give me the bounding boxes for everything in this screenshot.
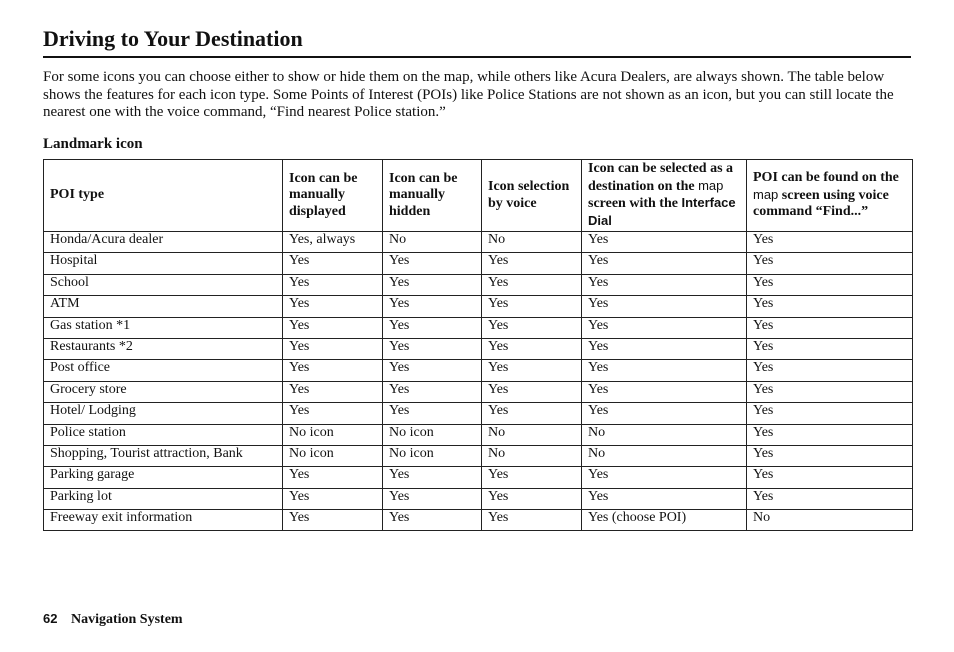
table-row [44, 274, 913, 295]
header-poi-type: POI type [44, 160, 283, 232]
table-cell: Yes [383, 296, 482, 317]
table-cell: Hospital [44, 253, 283, 274]
table-cell: Yes [747, 296, 913, 317]
table-cell: Yes [482, 381, 582, 402]
table-cell: Yes [383, 467, 482, 488]
table-cell: Yes [482, 317, 582, 338]
table-cell: Yes [582, 296, 747, 317]
table-cell: No [482, 424, 582, 445]
header-find-map: map [753, 186, 779, 202]
table-cell: No icon [383, 424, 482, 445]
table-cell: Yes [747, 467, 913, 488]
header-voice-selection: Icon selection by voice [482, 160, 582, 232]
table-cell: ATM [44, 296, 283, 317]
table-cell: Yes [383, 488, 482, 509]
table-cell: Yes (choose POI) [582, 510, 747, 531]
table-cell: Yes [283, 296, 383, 317]
table-body [44, 232, 913, 531]
table-cell: Yes [482, 253, 582, 274]
table-cell: Yes [283, 467, 383, 488]
header-manually-displayed: Icon can be manually displayed [283, 160, 383, 232]
table-cell: Yes [283, 274, 383, 295]
table-cell: Yes [482, 510, 582, 531]
table-cell: Yes [383, 253, 482, 274]
table-cell: Yes [582, 360, 747, 381]
table-cell: Yes [283, 317, 383, 338]
table-row [44, 381, 913, 402]
table-cell: Yes [582, 403, 747, 424]
table-row [44, 510, 913, 531]
table-cell: Yes [582, 467, 747, 488]
table-cell: Yes [747, 338, 913, 359]
table-row [44, 232, 913, 253]
table-cell: Yes [482, 403, 582, 424]
header-manually-hidden: Icon can be manually hidden [383, 160, 482, 232]
table-cell: Yes [283, 488, 383, 509]
header-destination-dial: Interface Dial [588, 195, 736, 228]
table-cell: Yes [482, 488, 582, 509]
table-cell: Yes [582, 338, 747, 359]
table-cell: Yes [283, 510, 383, 531]
table-cell: Yes [482, 274, 582, 295]
table-cell: Yes [747, 381, 913, 402]
table-cell: Yes [383, 317, 482, 338]
table-row [44, 253, 913, 274]
table-cell: Yes [383, 274, 482, 295]
header-find-text2: screen using voice command “Find...” [753, 187, 889, 220]
table-cell: Yes [582, 274, 747, 295]
table-cell: Yes [482, 338, 582, 359]
section-heading: Landmark icon [43, 136, 143, 152]
table-cell: Yes [747, 274, 913, 295]
table-cell: Yes [747, 253, 913, 274]
table-cell: Yes [582, 232, 747, 253]
table-cell: No [582, 424, 747, 445]
table-cell: Yes [747, 403, 913, 424]
table-cell: Yes [482, 467, 582, 488]
header-find-text1: POI can be found on the [753, 170, 899, 186]
table-cell: Yes [747, 317, 913, 338]
table-cell: Yes [747, 424, 913, 445]
table-cell: Yes [383, 510, 482, 531]
table-cell: Yes [582, 253, 747, 274]
table-cell: Shopping, Tourist attraction, Bank [44, 445, 283, 466]
table-cell: No [482, 232, 582, 253]
table-cell: Yes [383, 338, 482, 359]
header-destination-text1: Icon can be selected as a destination on the [588, 161, 734, 194]
footer-label: Navigation System [70, 612, 183, 627]
intro-paragraph: For some icons you can choose either to show or hide them on the map, while others like Acura Dealers, are always shown. The table below shows the features for each icon type. Some Points of Interest (POIs) like Police Stations are not shown as an icon, but you can still locate the nearest one with the voice command, “Find nearest Police station.” [43, 69, 894, 120]
table-row [44, 488, 913, 509]
header-destination-text2: screen with the [588, 196, 678, 211]
table-cell: Yes [383, 403, 482, 424]
table-cell: Yes [283, 253, 383, 274]
table-row [44, 317, 913, 338]
table-row [44, 296, 913, 317]
page-number: 62 [43, 611, 58, 626]
table-cell: Parking garage [44, 467, 283, 488]
table-cell: Hotel/ Lodging [44, 403, 283, 424]
table-cell: Gas station *1 [44, 317, 283, 338]
table-cell: School [44, 274, 283, 295]
header-destination-map: map [698, 177, 724, 193]
header-find [747, 160, 913, 232]
table-row [44, 467, 913, 488]
table-cell: Honda/Acura dealer [44, 232, 283, 253]
table-cell: Yes [283, 403, 383, 424]
table-header-row [44, 160, 913, 232]
table-cell: Yes [383, 381, 482, 402]
table-row [44, 338, 913, 359]
table-cell: No [383, 232, 482, 253]
table-cell: No icon [383, 445, 482, 466]
table-cell: Yes [383, 360, 482, 381]
table-cell: Yes, always [283, 232, 383, 253]
table-cell: Yes [747, 445, 913, 466]
table-row [44, 445, 913, 466]
table-cell: Freeway exit information [44, 510, 283, 531]
table-cell: Yes [283, 360, 383, 381]
table-row [44, 424, 913, 445]
table-cell: Parking lot [44, 488, 283, 509]
table-cell: Yes [482, 360, 582, 381]
table-cell: No [747, 510, 913, 531]
table-cell: Yes [747, 360, 913, 381]
page-footer [43, 611, 183, 628]
table-cell: Yes [283, 381, 383, 402]
header-destination [582, 160, 747, 232]
table-cell: Yes [283, 338, 383, 359]
landmark-icon-table [43, 159, 913, 531]
table-row [44, 403, 913, 424]
table-cell: No icon [283, 445, 383, 466]
table-cell: Yes [582, 381, 747, 402]
table-cell: Post office [44, 360, 283, 381]
table-row [44, 360, 913, 381]
table-cell: No [582, 445, 747, 466]
page-title: Driving to Your Destination [43, 26, 303, 51]
table-cell: Yes [747, 232, 913, 253]
table-cell: Yes [482, 296, 582, 317]
table-cell: Yes [582, 488, 747, 509]
table-cell: Police station [44, 424, 283, 445]
table-cell: Yes [582, 317, 747, 338]
table-cell: No [482, 445, 582, 466]
table-cell: No icon [283, 424, 383, 445]
table-cell: Yes [747, 488, 913, 509]
table-cell: Restaurants *2 [44, 338, 283, 359]
table-cell: Grocery store [44, 381, 283, 402]
title-rule [43, 56, 911, 58]
